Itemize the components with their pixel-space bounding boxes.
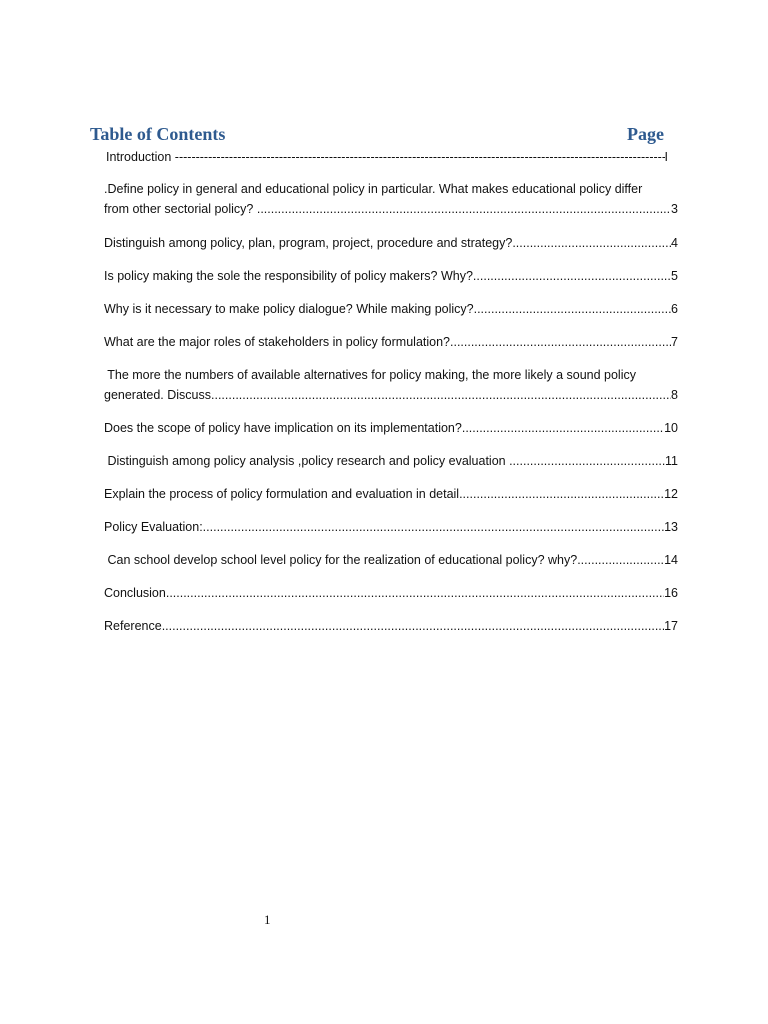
toc-entry-page: 6 bbox=[671, 302, 678, 316]
toc-entry-title: Why is it necessary to make policy dialogue? While making policy? bbox=[104, 302, 474, 316]
toc-entry-title-line2: from other sectorial policy? bbox=[104, 202, 257, 216]
toc-leader-dots bbox=[459, 484, 664, 504]
toc-leader-dots bbox=[577, 550, 664, 570]
toc-leader-dots bbox=[257, 199, 671, 219]
toc-leader-dots bbox=[203, 517, 664, 537]
toc-leader-dots bbox=[211, 385, 671, 405]
toc-entry-title: Introduction bbox=[106, 150, 175, 164]
footer-page-number: 1 bbox=[264, 912, 271, 927]
toc-leader-dots bbox=[462, 418, 664, 438]
toc-entry-analysis-research[interactable] bbox=[104, 451, 678, 471]
toc-entry-policy-evaluation[interactable] bbox=[104, 517, 678, 537]
toc-entry-page: 11 bbox=[665, 454, 678, 468]
toc-entry-title: Does the scope of policy have implication on its implementation? bbox=[104, 421, 462, 435]
toc-entry-page: 5 bbox=[671, 269, 678, 283]
toc-leader-dots bbox=[450, 332, 671, 352]
toc-entry-scope[interactable] bbox=[104, 418, 678, 438]
toc-entry-page: 4 bbox=[671, 236, 678, 250]
toc-leader-dots bbox=[512, 233, 671, 253]
toc-leader-dashes bbox=[175, 147, 665, 167]
toc-entry-introduction[interactable] bbox=[106, 147, 668, 167]
toc-entry-title-line1: The more the numbers of available alternatives for policy making, the more likely a sound policy bbox=[104, 368, 636, 382]
toc-entry-page: 13 bbox=[664, 520, 678, 534]
toc-heading-row bbox=[90, 124, 664, 145]
toc-entry-distinguish-plan[interactable] bbox=[104, 233, 678, 253]
toc-entry-page: 12 bbox=[664, 487, 678, 501]
toc-entry-title: Explain the process of policy formulation and evaluation in detail bbox=[104, 487, 460, 501]
toc-entry-page: 3 bbox=[671, 202, 678, 216]
toc-leader-dots bbox=[162, 616, 664, 636]
toc-entry-alternatives[interactable] bbox=[104, 365, 678, 405]
toc-entry-school-level-policy[interactable] bbox=[104, 550, 678, 570]
toc-entry-page: 16 bbox=[664, 586, 678, 600]
toc-entry-title: Policy Evaluation: bbox=[104, 520, 203, 534]
toc-entry-reference[interactable] bbox=[104, 616, 678, 636]
toc-leader-dots bbox=[166, 583, 664, 603]
toc-entry-page: 17 bbox=[664, 619, 678, 633]
toc-entry-title: Conclusion bbox=[104, 586, 166, 600]
toc-entry-title: Distinguish among policy analysis ,policy research and policy evaluation bbox=[104, 454, 510, 468]
toc-entry-page: I bbox=[664, 150, 668, 164]
toc-entry-title: Is policy making the sole the responsibility of policy makers? Why? bbox=[104, 269, 473, 283]
toc-entry-page: 10 bbox=[664, 421, 678, 435]
toc-entry-title: Distinguish among policy, plan, program, project, procedure and strategy? bbox=[104, 236, 513, 250]
toc-entry-page: 8 bbox=[671, 388, 678, 402]
toc-entry-title-line2: generated. Discuss bbox=[104, 388, 212, 402]
toc-entry-define-policy[interactable] bbox=[104, 179, 678, 219]
toc-entry-page: 14 bbox=[664, 553, 678, 567]
toc-leader-dots bbox=[509, 451, 665, 471]
toc-entry-formulation-process[interactable] bbox=[104, 484, 678, 504]
toc-entry-title: Can school develop school level policy for the realization of educational policy? why? bbox=[104, 553, 578, 567]
toc-entry-title: What are the major roles of stakeholders in policy formulation? bbox=[104, 335, 450, 349]
toc-entry-policy-dialogue[interactable] bbox=[104, 299, 678, 319]
toc-title: Table of Contents bbox=[90, 124, 226, 144]
toc-entry-title-line1: .Define policy in general and educational policy in particular. What makes educational policy differ bbox=[104, 182, 643, 196]
toc-entry-stakeholders[interactable] bbox=[104, 332, 678, 352]
toc-page-column-header: Page bbox=[627, 124, 664, 144]
toc-entry-page: 7 bbox=[671, 335, 678, 349]
toc-leader-dots bbox=[474, 299, 671, 319]
toc-entry-policy-makers[interactable] bbox=[104, 266, 678, 286]
toc-leader-dots bbox=[473, 266, 671, 286]
toc-entry-conclusion[interactable] bbox=[104, 583, 678, 603]
toc-entry-title: Reference bbox=[104, 619, 162, 633]
